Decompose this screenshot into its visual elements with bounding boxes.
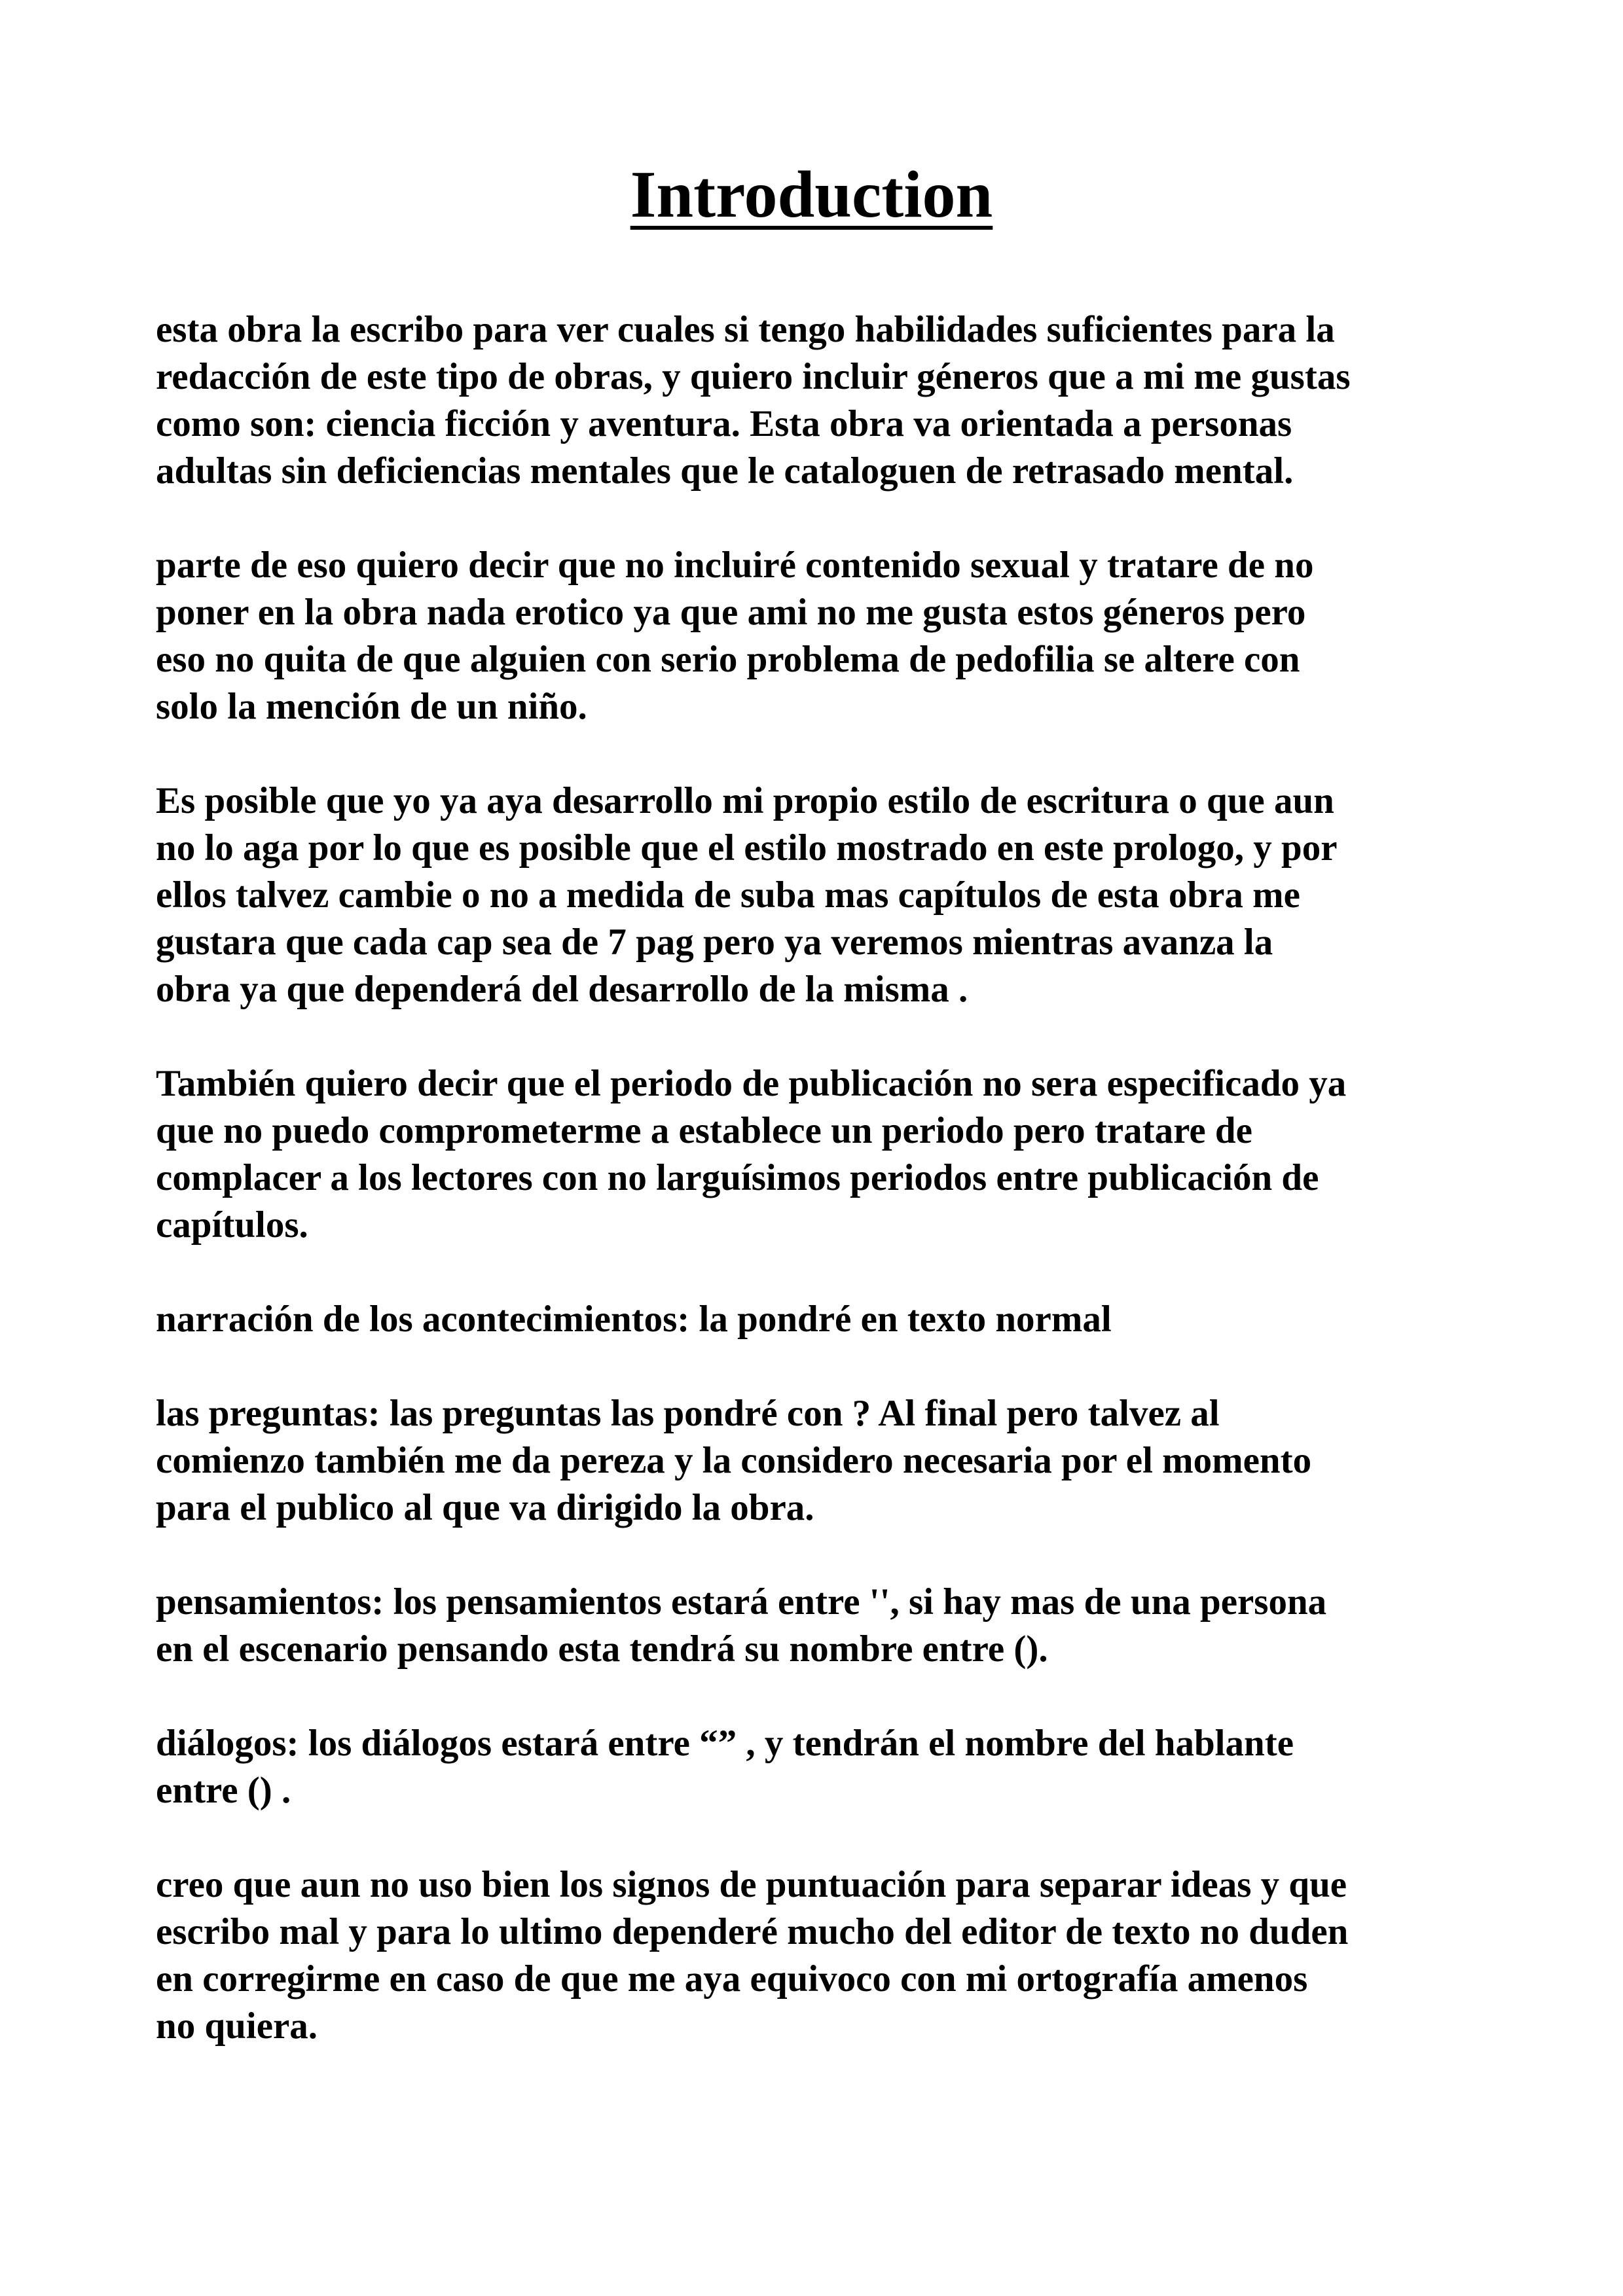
paragraph-dialogue-format: diálogos: los diálogos estará entre “” , y tendrán el nombre del hablante entre () . — [156, 1723, 1294, 1811]
paragraph-content-warning: parte de eso quiero decir que no incluiré contenido sexual y tratare de no poner en la obra nada erotico ya que ami no me gusta estos géneros pero eso no quita de que alguien con serio problema de pedofilia se altere con solo la mención de un niño. — [156, 545, 1314, 727]
document-body — [156, 306, 1491, 2097]
page-title: Introduction — [630, 158, 993, 232]
paragraph-punctuation-note: creo que aun no uso bien los signos de puntuación para separar ideas y que escribo mal y para lo ultimo dependeré mucho del editor de texto no duden en corregirme en caso de que me aya equivoco con mi ortografía amenos no quiera. — [156, 1864, 1349, 2047]
paragraph-purpose: esta obra la escribo para ver cuales si tengo habilidades suficientes para la redacción de este tipo de obras, y quiero incluir géneros que a mi me gustas como son: ciencia ficción y aventura. Esta obra va orientada a personas adultas sin deficiencias mentales que le cataloguen de retrasado mental. — [156, 309, 1351, 492]
paragraph-publication-schedule: También quiero decir que el periodo de publicación no sera especificado ya que no puedo comprometerme a establece un periodo pero tratare de complacer a los lectores con no larguísimos periodos entre publicación de capítulos. — [156, 1063, 1347, 1246]
paragraph-questions-format: las preguntas: las preguntas las pondré con ? Al final pero talvez al comienzo también me da pereza y la considero necesaria por el momento para el publico al que va dirigido la obra. — [156, 1393, 1312, 1528]
paragraph-narration-format: narración de los acontecimientos: la pondré en texto normal — [156, 1299, 1112, 1340]
paragraph-writing-style: Es posible que yo ya aya desarrollo mi propio estilo de escritura o que aun no lo aga por lo que es posible que el estilo mostrado en este prologo, y por ellos talvez cambie o no a medida de suba mas capítulos de esta obra me gustara que cada cap sea de 7 pag pero ya veremos mientras avanza la obra ya que dependerá del desarrollo de la misma . — [156, 780, 1338, 1010]
paragraph-thoughts-format: pensamientos: los pensamientos estará entre '', si hay mas de una persona en el escenario pensando esta tendrá su nombre entre (). — [156, 1581, 1327, 1670]
